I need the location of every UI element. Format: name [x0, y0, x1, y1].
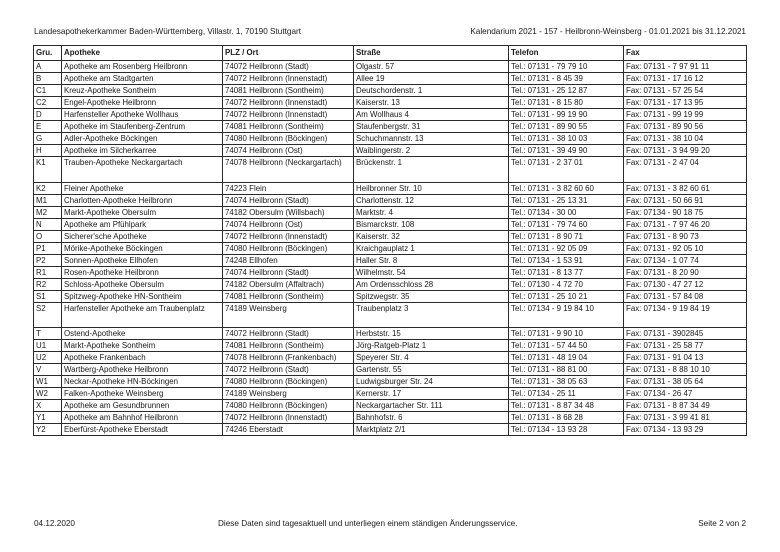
cell-phone: Tel.: 07131 - 25 13 31: [509, 194, 624, 206]
cell-street: Olgastr. 57: [354, 61, 509, 73]
cell-pharmacy: Falken-Apotheke Weinsberg: [62, 388, 223, 400]
cell-location: 74074 Heilbronn (Stadt): [223, 194, 354, 206]
cell-phone: Tel.: 07131 - 48 19 04: [509, 352, 624, 364]
cell-street: Charlottenstr. 12: [354, 194, 509, 206]
cell-fax: Fax: 07131 - 91 04 13: [624, 352, 747, 364]
cell-group: P2: [34, 254, 62, 266]
cell-street: Am Ordensschloss 28: [354, 278, 509, 290]
table-row: [34, 121, 747, 133]
cell-phone: Tel.: 07131 - 88 81 00: [509, 364, 624, 376]
cell-pharmacy: Rosen-Apotheke Heilbronn: [62, 266, 223, 278]
cell-phone: Tel.: 07131 - 3 82 60 60: [509, 182, 624, 194]
cell-location: 74072 Heilbronn (Innenstadt): [223, 97, 354, 109]
cell-pharmacy: Markt-Apotheke Sontheim: [62, 340, 223, 352]
cell-pharmacy: Apotheke im Staufenberg-Zentrum: [62, 121, 223, 133]
cell-street: Waiblingerstr. 2: [354, 145, 509, 157]
cell-group: W2: [34, 388, 62, 400]
cell-location: 74189 Weinsberg: [223, 302, 354, 328]
cell-fax: Fax: 07131 - 8 88 10 10: [624, 364, 747, 376]
table-row: [34, 352, 747, 364]
cell-street: Ludwigsburger Str. 24: [354, 376, 509, 388]
cell-group: G: [34, 133, 62, 145]
cell-phone: Tel.: 07130 - 4 72 70: [509, 278, 624, 290]
cell-pharmacy: Fleiner Apotheke: [62, 182, 223, 194]
footer-page-number: Seite 2 von 2: [698, 519, 746, 528]
table-row: [34, 157, 747, 183]
cell-street: Haller Str. 8: [354, 254, 509, 266]
cell-fax: Fax: 07131 - 3 99 41 81: [624, 412, 747, 424]
table-row: [34, 73, 747, 85]
cell-fax: Fax: 07134 - 26 47: [624, 388, 747, 400]
table-row: [34, 400, 747, 412]
column-header-location: PLZ / Ort: [223, 46, 354, 61]
table-row: [34, 194, 747, 206]
cell-street: Bismarckstr. 108: [354, 218, 509, 230]
table-row: [34, 290, 747, 302]
footer-date: 04.12.2020: [34, 519, 75, 528]
cell-location: 74246 Eberstadt: [223, 424, 354, 436]
cell-group: K1: [34, 157, 62, 183]
cell-location: 74080 Heilbronn (Böckingen): [223, 133, 354, 145]
cell-pharmacy: Engel-Apotheke Heilbronn: [62, 97, 223, 109]
table-header-row: [34, 46, 747, 61]
cell-group: H: [34, 145, 62, 157]
cell-group: S2: [34, 302, 62, 328]
cell-pharmacy: Neckar-Apotheke HN-Böckingen: [62, 376, 223, 388]
cell-fax: Fax: 07131 - 99 19 99: [624, 109, 747, 121]
cell-location: 74072 Heilbronn (Stadt): [223, 364, 354, 376]
cell-location: 74078 Heilbronn (Frankenbach): [223, 352, 354, 364]
cell-pharmacy: Harfensteller Apotheke am Traubenplatz: [62, 302, 223, 328]
page-footer: [34, 518, 746, 530]
cell-phone: Tel.: 07131 - 38 10 03: [509, 133, 624, 145]
cell-group: X: [34, 400, 62, 412]
cell-fax: Fax: 07131 - 38 10 04: [624, 133, 747, 145]
cell-location: 74081 Heilbronn (Sontheim): [223, 121, 354, 133]
cell-phone: Tel.: 07131 - 8 90 71: [509, 230, 624, 242]
cell-phone: Tel.: 07131 - 89 90 55: [509, 121, 624, 133]
cell-phone: Tel.: 07131 - 8 87 34 48: [509, 400, 624, 412]
cell-location: 74072 Heilbronn (Stadt): [223, 328, 354, 340]
cell-pharmacy: Mörike-Apotheke Böckingen: [62, 242, 223, 254]
cell-pharmacy: Wartberg-Apotheke Heilbronn: [62, 364, 223, 376]
cell-fax: Fax: 07130 - 47 27 12: [624, 278, 747, 290]
footer-notice: Diese Daten sind tagesaktuell und unterliegen einem ständigen Änderungsservice.: [218, 519, 518, 528]
cell-group: B: [34, 73, 62, 85]
cell-fax: Fax: 07131 - 57 84 08: [624, 290, 747, 302]
table-row: [34, 388, 747, 400]
cell-phone: Tel.: 07131 - 2 37 01: [509, 157, 624, 183]
cell-group: V: [34, 364, 62, 376]
column-header-group: Gru.: [34, 46, 62, 61]
cell-location: 74072 Heilbronn (Innenstadt): [223, 412, 354, 424]
cell-phone: Tel.: 07131 - 8 68 28: [509, 412, 624, 424]
cell-group: M2: [34, 206, 62, 218]
cell-pharmacy: Apotheke am Bahnhof Heilbronn: [62, 412, 223, 424]
cell-street: Gartenstr. 55: [354, 364, 509, 376]
cell-location: 74072 Heilbronn (Innenstadt): [223, 73, 354, 85]
cell-fax: Fax: 07131 - 17 13 95: [624, 97, 747, 109]
cell-phone: Tel.: 07134 - 13 93 28: [509, 424, 624, 436]
cell-street: Kraichgauplatz 1: [354, 242, 509, 254]
cell-pharmacy: Spitzweg-Apotheke HN-Sontheim: [62, 290, 223, 302]
cell-pharmacy: Harfensteller Apotheke Wollhaus: [62, 109, 223, 121]
cell-phone: Tel.: 07131 - 38 05 63: [509, 376, 624, 388]
cell-pharmacy: Sonnen-Apotheke Ellhofen: [62, 254, 223, 266]
cell-group: N: [34, 218, 62, 230]
cell-fax: Fax: 07131 - 7 97 91 11: [624, 61, 747, 73]
cell-group: O: [34, 230, 62, 242]
cell-fax: Fax: 07131 - 2 47 04: [624, 157, 747, 183]
cell-location: 74081 Heilbronn (Sontheim): [223, 85, 354, 97]
cell-location: 74080 Heilbronn (Böckingen): [223, 400, 354, 412]
table-row: [34, 278, 747, 290]
cell-street: Staufenbergstr. 31: [354, 121, 509, 133]
cell-fax: Fax: 07131 - 3902845: [624, 328, 747, 340]
cell-pharmacy: Charlotten-Apotheke Heilbronn: [62, 194, 223, 206]
cell-location: 74248 Ellhofen: [223, 254, 354, 266]
table-row: [34, 182, 747, 194]
cell-pharmacy: Schloss-Apotheke Obersulm: [62, 278, 223, 290]
cell-pharmacy: Apotheke am Rosenberg Heilbronn: [62, 61, 223, 73]
cell-fax: Fax: 07131 - 17 16 12: [624, 73, 747, 85]
cell-phone: Tel.: 07131 - 25 10 21: [509, 290, 624, 302]
cell-phone: Tel.: 07134 - 30 00: [509, 206, 624, 218]
cell-group: M1: [34, 194, 62, 206]
cell-pharmacy: Eberfürst-Apotheke Eberstadt: [62, 424, 223, 436]
cell-pharmacy: Ostend-Apotheke: [62, 328, 223, 340]
cell-location: 74078 Heilbronn (Neckargartach): [223, 157, 354, 183]
cell-pharmacy: Apotheke Frankenbach: [62, 352, 223, 364]
cell-street: Wilhelmstr. 54: [354, 266, 509, 278]
table-row: [34, 412, 747, 424]
cell-street: Kaiserstr. 13: [354, 97, 509, 109]
cell-location: 74081 Heilbronn (Sontheim): [223, 340, 354, 352]
cell-group: Y2: [34, 424, 62, 436]
cell-group: S1: [34, 290, 62, 302]
column-header-street: Straße: [354, 46, 509, 61]
cell-fax: Fax: 07134 - 1 07 74: [624, 254, 747, 266]
cell-phone: Tel.: 07131 - 9 90 10: [509, 328, 624, 340]
cell-location: 74081 Heilbronn (Sontheim): [223, 290, 354, 302]
cell-street: Schuchmannstr. 13: [354, 133, 509, 145]
table-row: [34, 340, 747, 352]
cell-group: D: [34, 109, 62, 121]
cell-group: C1: [34, 85, 62, 97]
cell-fax: Fax: 07131 - 7 97 46 20: [624, 218, 747, 230]
cell-group: T: [34, 328, 62, 340]
pharmacy-table: [33, 45, 747, 436]
cell-fax: Fax: 07131 - 92 05 10: [624, 242, 747, 254]
cell-location: 74074 Heilbronn (Stadt): [223, 266, 354, 278]
cell-fax: Fax: 07131 - 57 25 54: [624, 85, 747, 97]
cell-street: Marktplatz 2/1: [354, 424, 509, 436]
cell-street: Traubenplatz 3: [354, 302, 509, 328]
cell-location: 74074 Heilbronn (Ost): [223, 218, 354, 230]
cell-group: K2: [34, 182, 62, 194]
cell-street: Brückenstr. 1: [354, 157, 509, 183]
cell-street: Bahnhofstr. 6: [354, 412, 509, 424]
page-header: [34, 26, 746, 38]
cell-group: R1: [34, 266, 62, 278]
table-row: [34, 85, 747, 97]
cell-pharmacy: Sicherer'sche Apotheke: [62, 230, 223, 242]
cell-location: 74182 Obersulm (Affaltrach): [223, 278, 354, 290]
cell-group: E: [34, 121, 62, 133]
cell-street: Kaiserstr. 32: [354, 230, 509, 242]
table-row: [34, 242, 747, 254]
cell-location: 74072 Heilbronn (Innenstadt): [223, 109, 354, 121]
cell-phone: Tel.: 07131 - 39 49 90: [509, 145, 624, 157]
cell-phone: Tel.: 07134 - 25 11: [509, 388, 624, 400]
table-row: [34, 364, 747, 376]
cell-location: 74223 Flein: [223, 182, 354, 194]
cell-phone: Tel.: 07131 - 8 13 77: [509, 266, 624, 278]
column-header-phone: Telefon: [509, 46, 624, 61]
cell-phone: Tel.: 07131 - 8 45 39: [509, 73, 624, 85]
header-organization: Landesapothekerkammer Baden-Württemberg, Villastr. 1, 70190 Stuttgart: [34, 27, 301, 36]
cell-fax: Fax: 07131 - 8 87 34 49: [624, 400, 747, 412]
cell-fax: Fax: 07131 - 38 05 64: [624, 376, 747, 388]
cell-phone: Tel.: 07131 - 25 12 87: [509, 85, 624, 97]
cell-street: Heilbronner Str. 10: [354, 182, 509, 194]
cell-fax: Fax: 07134 - 13 93 29: [624, 424, 747, 436]
cell-pharmacy: Kreuz-Apotheke Sontheim: [62, 85, 223, 97]
cell-street: Speyerer Str. 4: [354, 352, 509, 364]
table-row: [34, 254, 747, 266]
cell-phone: Tel.: 07131 - 57 44 50: [509, 340, 624, 352]
cell-pharmacy: Apotheke am Stadtgarten: [62, 73, 223, 85]
cell-phone: Tel.: 07131 - 92 05 09: [509, 242, 624, 254]
cell-pharmacy: Apotheke am Pfühlpark: [62, 218, 223, 230]
cell-fax: Fax: 07131 - 8 20 90: [624, 266, 747, 278]
cell-street: Deutschordenstr. 1: [354, 85, 509, 97]
cell-fax: Fax: 07131 - 25 58 77: [624, 340, 747, 352]
table-row: [34, 230, 747, 242]
table-row: [34, 218, 747, 230]
cell-fax: Fax: 07131 - 3 94 99 20: [624, 145, 747, 157]
table-body: [34, 61, 747, 436]
cell-pharmacy: Markt-Apotheke Obersulm: [62, 206, 223, 218]
cell-phone: Tel.: 07131 - 79 74 60: [509, 218, 624, 230]
cell-group: A: [34, 61, 62, 73]
table-row: [34, 145, 747, 157]
cell-group: U1: [34, 340, 62, 352]
cell-group: Y1: [34, 412, 62, 424]
cell-location: 74080 Heilbronn (Böckingen): [223, 376, 354, 388]
cell-phone: Tel.: 07131 - 79 79 10: [509, 61, 624, 73]
table-row: [34, 206, 747, 218]
cell-group: U2: [34, 352, 62, 364]
cell-street: Kernerstr. 17: [354, 388, 509, 400]
table-row: [34, 302, 747, 328]
cell-group: R2: [34, 278, 62, 290]
cell-location: 74074 Heilbronn (Ost): [223, 145, 354, 157]
table-row: [34, 97, 747, 109]
cell-street: Allee 19: [354, 73, 509, 85]
cell-phone: Tel.: 07134 - 9 19 84 10: [509, 302, 624, 328]
cell-pharmacy: Trauben-Apotheke Neckargartach: [62, 157, 223, 183]
cell-pharmacy: Apotheke am Gesundbrunnen: [62, 400, 223, 412]
cell-phone: Tel.: 07134 - 1 53 91: [509, 254, 624, 266]
cell-fax: Fax: 07134 - 9 19 84 19: [624, 302, 747, 328]
column-header-pharmacy: Apotheke: [62, 46, 223, 61]
table-row: [34, 424, 747, 436]
table-row: [34, 61, 747, 73]
cell-location: 74080 Heilbronn (Böckingen): [223, 242, 354, 254]
table-row: [34, 133, 747, 145]
column-header-fax: Fax: [624, 46, 747, 61]
cell-pharmacy: Adler-Apotheke Böckingen: [62, 133, 223, 145]
cell-location: 74182 Obersulm (Willsbach): [223, 206, 354, 218]
cell-pharmacy: Apotheke im Silcherkarree: [62, 145, 223, 157]
table-row: [34, 376, 747, 388]
cell-location: 74072 Heilbronn (Stadt): [223, 61, 354, 73]
cell-street: Spitzwegstr. 35: [354, 290, 509, 302]
cell-group: W1: [34, 376, 62, 388]
cell-phone: Tel.: 07131 - 8 15 80: [509, 97, 624, 109]
cell-phone: Tel.: 07131 - 99 19 90: [509, 109, 624, 121]
table-row: [34, 328, 747, 340]
cell-street: Neckargartacher Str. 111: [354, 400, 509, 412]
cell-group: C2: [34, 97, 62, 109]
cell-street: Am Wollhaus 4: [354, 109, 509, 121]
cell-street: Jörg-Ratgeb-Platz 1: [354, 340, 509, 352]
cell-fax: Fax: 07131 - 8 90 73: [624, 230, 747, 242]
cell-street: Herbststr. 15: [354, 328, 509, 340]
header-calendar-title: Kalendarium 2021 - 157 - Heilbronn-Weinsberg - 01.01.2021 bis 31.12.2021: [470, 27, 746, 36]
cell-location: 74072 Heilbronn (Innenstadt): [223, 230, 354, 242]
table-row: [34, 109, 747, 121]
cell-group: P1: [34, 242, 62, 254]
cell-street: Marktstr. 4: [354, 206, 509, 218]
table-row: [34, 266, 747, 278]
cell-location: 74189 Weinsberg: [223, 388, 354, 400]
cell-fax: Fax: 07131 - 50 66 91: [624, 194, 747, 206]
cell-fax: Fax: 07131 - 3 82 60 61: [624, 182, 747, 194]
cell-fax: Fax: 07134 - 90 18 75: [624, 206, 747, 218]
cell-fax: Fax: 07131 - 89 90 56: [624, 121, 747, 133]
